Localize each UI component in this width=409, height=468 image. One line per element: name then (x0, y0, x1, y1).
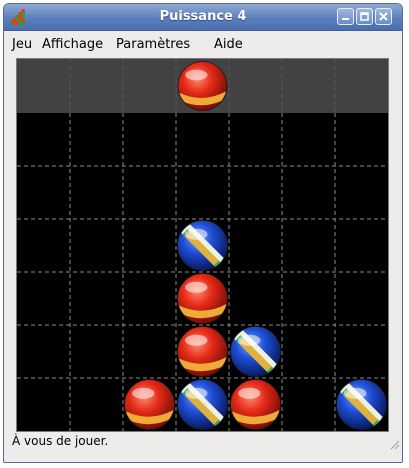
board-grid-svg[interactable] (17, 113, 388, 431)
resize-grip-icon[interactable] (388, 438, 400, 450)
drop-preview-row[interactable] (17, 59, 388, 113)
red-piece (178, 274, 228, 324)
blue-piece (337, 380, 387, 430)
maximize-button[interactable] (356, 8, 373, 25)
menu-parametres[interactable]: Paramètres (116, 37, 191, 52)
title-bar[interactable] (4, 4, 402, 31)
game-board[interactable] (16, 58, 389, 432)
minimize-icon (340, 11, 351, 22)
preview-red-piece (178, 62, 227, 111)
close-icon (378, 11, 389, 22)
board-grid[interactable] (17, 113, 388, 431)
maximize-icon (359, 11, 370, 22)
blue-piece (178, 221, 228, 271)
blue-piece (178, 380, 228, 430)
window-title: Puissance 4 (159, 9, 247, 24)
close-button[interactable] (375, 8, 392, 25)
menu-bar (4, 31, 402, 58)
drop-preview-svg[interactable] (17, 59, 388, 113)
status-bar (4, 432, 402, 452)
game-window (3, 3, 403, 463)
status-message: À vous de jouer. (12, 434, 109, 448)
menu-aide[interactable]: Aide (214, 37, 243, 52)
minimize-button[interactable] (337, 8, 354, 25)
red-piece (178, 327, 228, 377)
blue-piece (231, 327, 281, 377)
menu-jeu[interactable]: Jeu (12, 37, 33, 52)
menu-affichage[interactable]: Affichage (42, 37, 104, 52)
red-piece (231, 380, 281, 430)
red-piece (125, 380, 175, 430)
